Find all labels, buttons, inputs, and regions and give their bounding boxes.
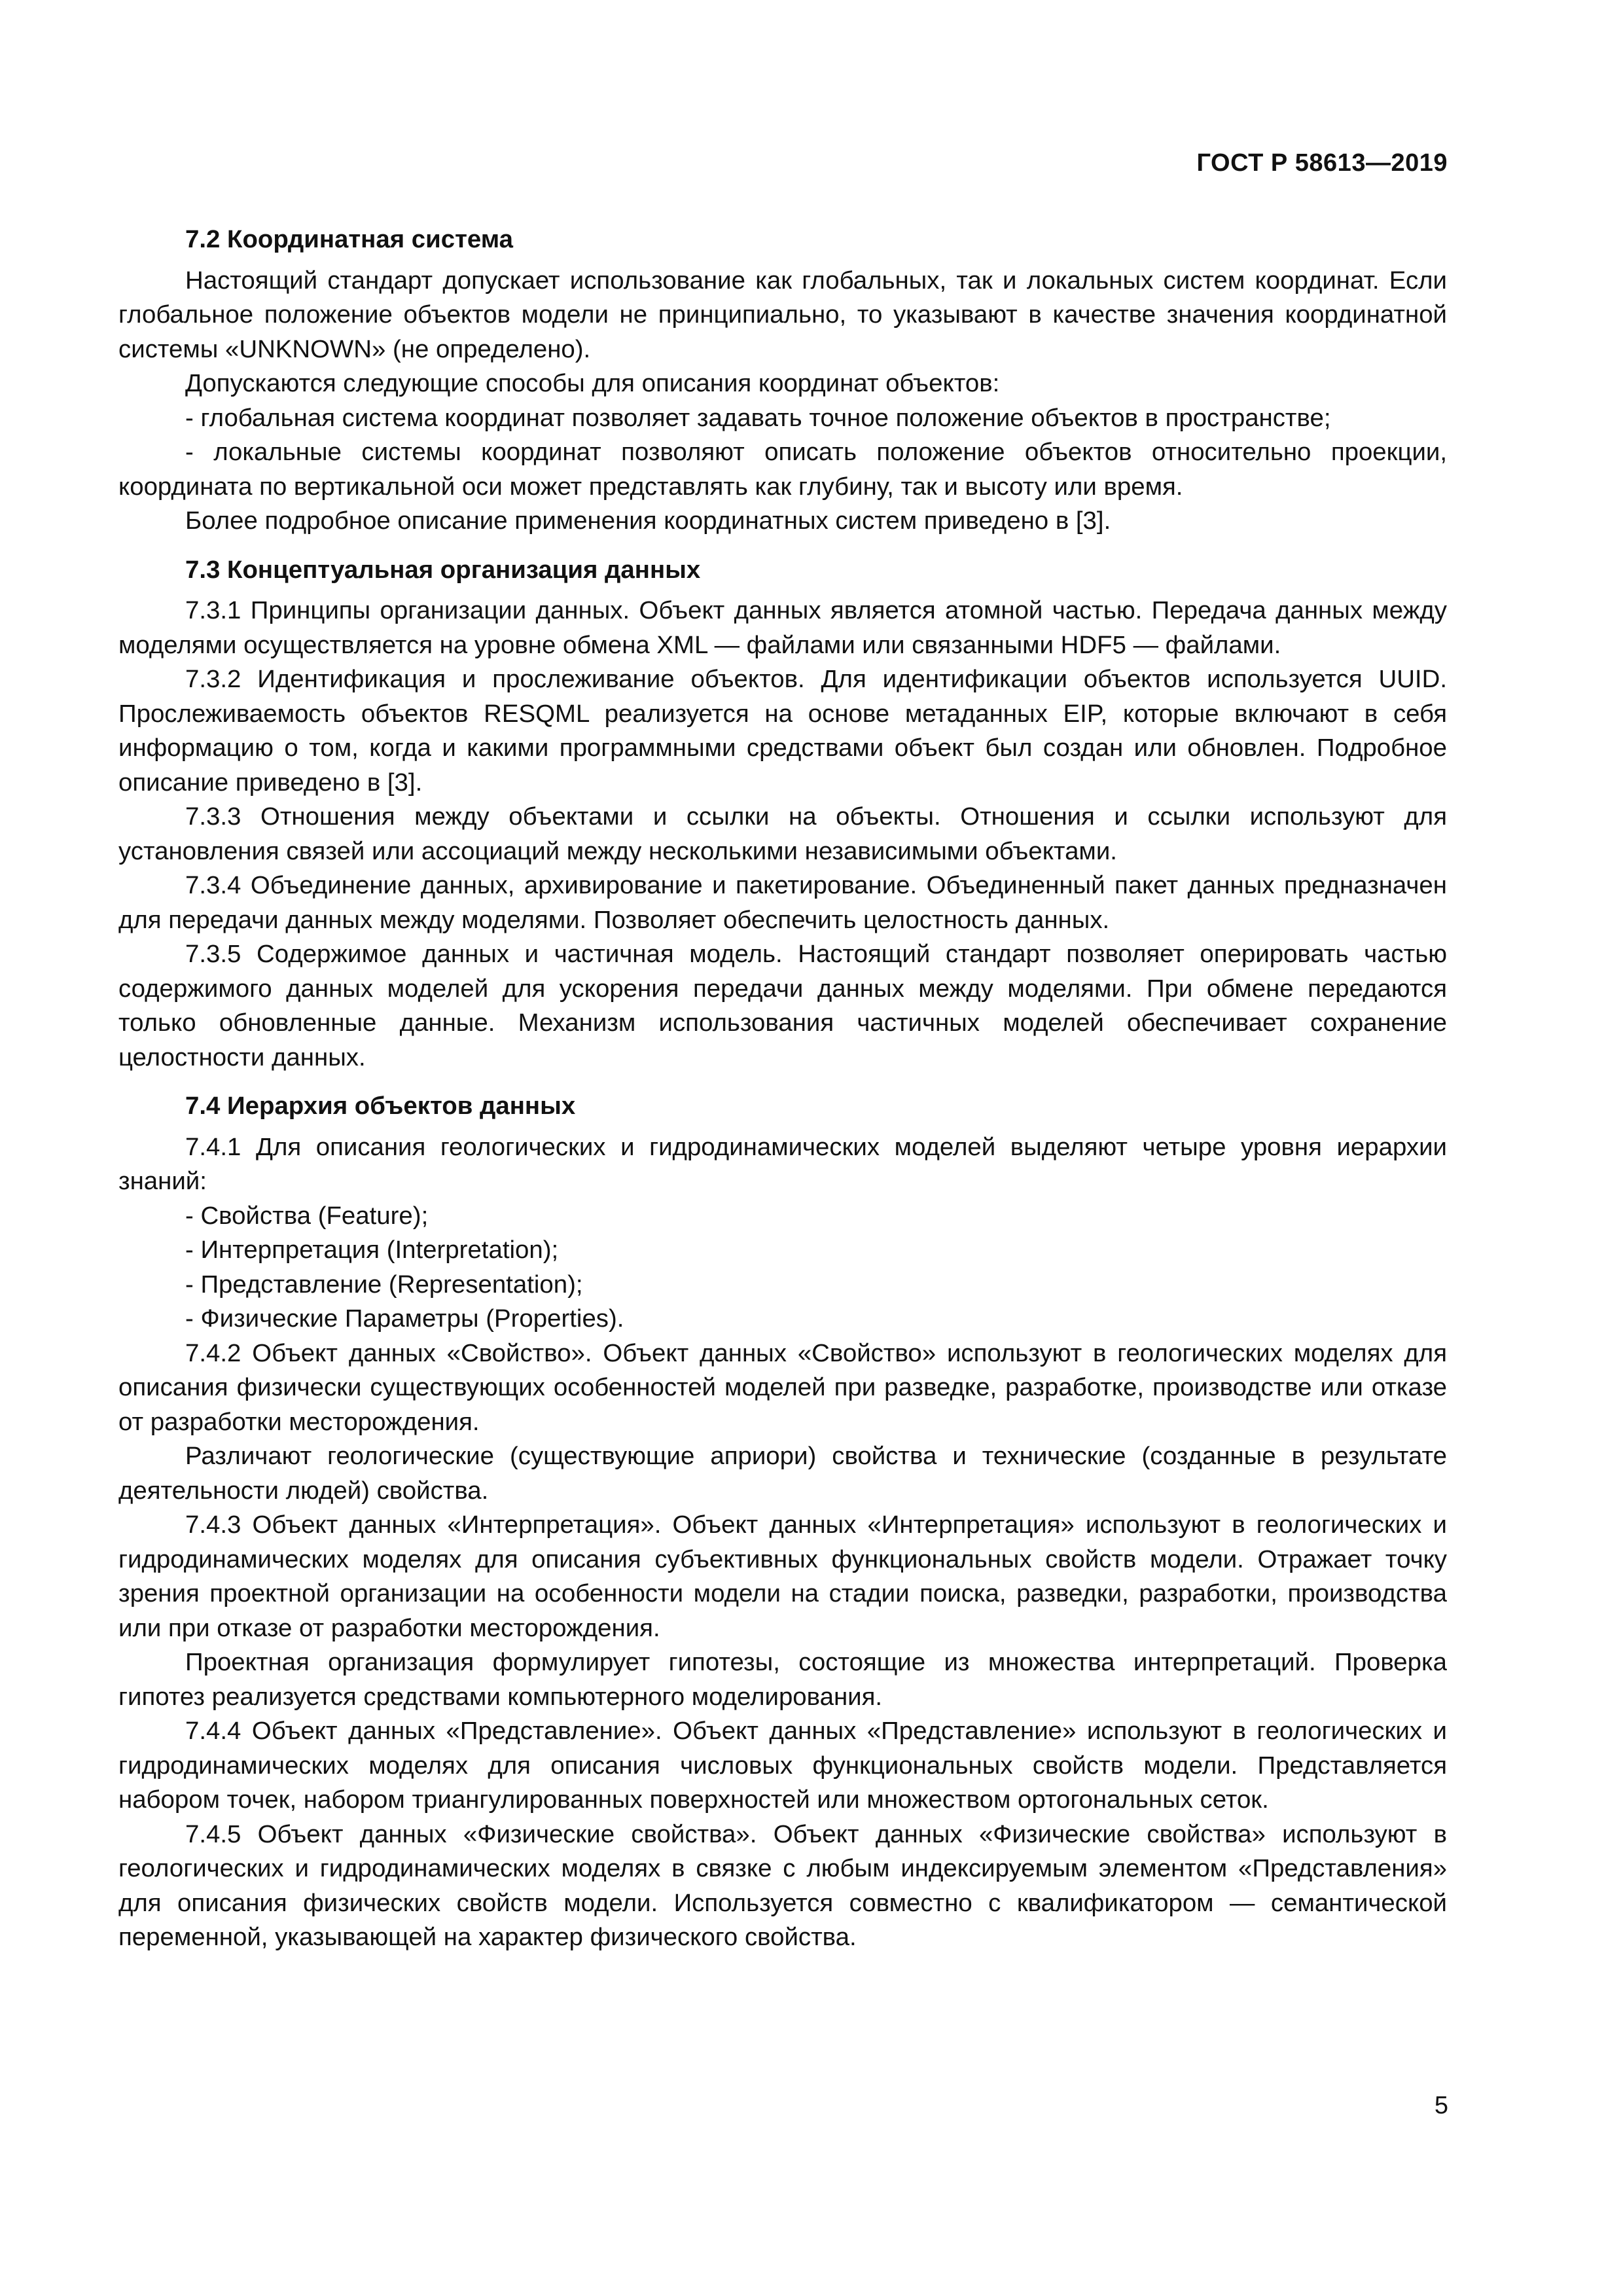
list-item: - Свойства (Feature); (185, 1201, 429, 1230)
paragraph: Настоящий стандарт допускает использование как глобальных, так и локальных систем координат. Если глобальное положение объектов модели не принципиально, то указывают в качестве значения координатной системы «UNKNOWN» (не определено). (118, 266, 1447, 363)
paragraph: 7.4.1 Для описания геологических и гидродинамических моделей выделяют четыре уровня иерархии знаний: (118, 1132, 1447, 1195)
paragraph: 7.3.3 Отношения между объектами и ссылки на объекты. Отношения и ссылки используют для установления связей или ассоциаций между несколькими независимыми объектами. (118, 802, 1447, 865)
list-item: - Интерпретация (Interpretation); (185, 1236, 559, 1264)
paragraph: 7.3.2 Идентификация и прослеживание объектов. Для идентификации объектов используется UUID. Прослеживаемость объектов RESQML реализуется на основе метаданных EIP, которые включают в себя информацию о том, когда и какими программными средствами объект был создан или обновлен. Подробное описание приведено в [3]. (118, 665, 1447, 797)
document-body (118, 223, 1447, 1955)
page-number: 5 (1434, 2092, 1448, 2119)
list-item: - Физические Параметры (Properties). (185, 1304, 624, 1333)
paragraph: Более подробное описание применения координатных систем приведено в [3]. (185, 507, 1111, 535)
list-item: - локальные системы координат позволяют описать положение объектов относительно проекции, координата по вертикальной оси может представлять как глубину, так и высоту или время. (118, 438, 1447, 501)
document-header: ГОСТ Р 58613—2019 (1196, 149, 1448, 177)
paragraph: 7.4.3 Объект данных «Интерпретация». Объект данных «Интерпретация» используют в геологических и гидродинамических моделях для описания субъективных функциональных свойств модели. Отражает точку зрения проектной организации на особенности модели на стадии поиска, разведки, разработки, производства или при отказе от разработки месторождения. (118, 1511, 1447, 1642)
paragraph: Различают геологические (существующие априори) свойства и технические (созданные в результате деятельности людей) свойства. (118, 1442, 1447, 1505)
section-heading: 7.4 Иерархия объектов данных (185, 1092, 576, 1120)
paragraph: 7.4.5 Объект данных «Физические свойства». Объект данных «Физические свойства» используют в геологических и гидродинамических моделях в связке с любым индексируемым элементом «Представления» для описания физических свойств модели. Используется совместно с квалификатором — семантической переменной, указывающей на характер физического свойства. (118, 1820, 1447, 1951)
paragraph: Допускаются следующие способы для описания координат объектов: (185, 369, 1000, 397)
paragraph: 7.3.5 Содержимое данных и частичная модель. Настоящий стандарт позволяет оперировать частью содержимого данных моделей для ускорения передачи данных между моделями. При обмене передаются только обновленные данные. Механизм использования частичных моделей обеспечивает сохранение целостности данных. (118, 940, 1447, 1071)
list-item: - Представление (Representation); (185, 1270, 583, 1299)
paragraph: 7.3.1 Принципы организации данных. Объект данных является атомной частью. Передача данных между моделями осуществляется на уровне обмена XML — файлами или связанными HDF5 — файлами. (118, 596, 1447, 659)
section-heading: 7.3 Концептуальная организация данных (185, 555, 701, 584)
paragraph: Проектная организация формулирует гипотезы, состоящие из множества интерпретаций. Проверка гипотез реализуется средствами компьютерного моделирования. (118, 1648, 1447, 1711)
paragraph: 7.4.2 Объект данных «Свойство». Объект данных «Свойство» используют в геологических моделях для описания физически существующих особенностей моделей при разведке, разработке, производстве или отказе от разработки месторождения. (118, 1338, 1447, 1436)
paragraph: 7.3.4 Объединение данных, архивирование и пакетирование. Объединенный пакет данных предназначен для передачи данных между моделями. Позволяет обеспечить целостность данных. (118, 871, 1447, 934)
list-item: - глобальная система координат позволяет задавать точное положение объектов в пространстве; (185, 403, 1331, 432)
paragraph: 7.4.4 Объект данных «Представление». Объект данных «Представление» используют в геологических и гидродинамических моделях для описания числовых функциональных свойств модели. Представляется набором точек, набором триангулированных поверхностей или множеством ортогональных сеток. (118, 1717, 1447, 1814)
section-heading: 7.2 Координатная система (185, 225, 513, 253)
